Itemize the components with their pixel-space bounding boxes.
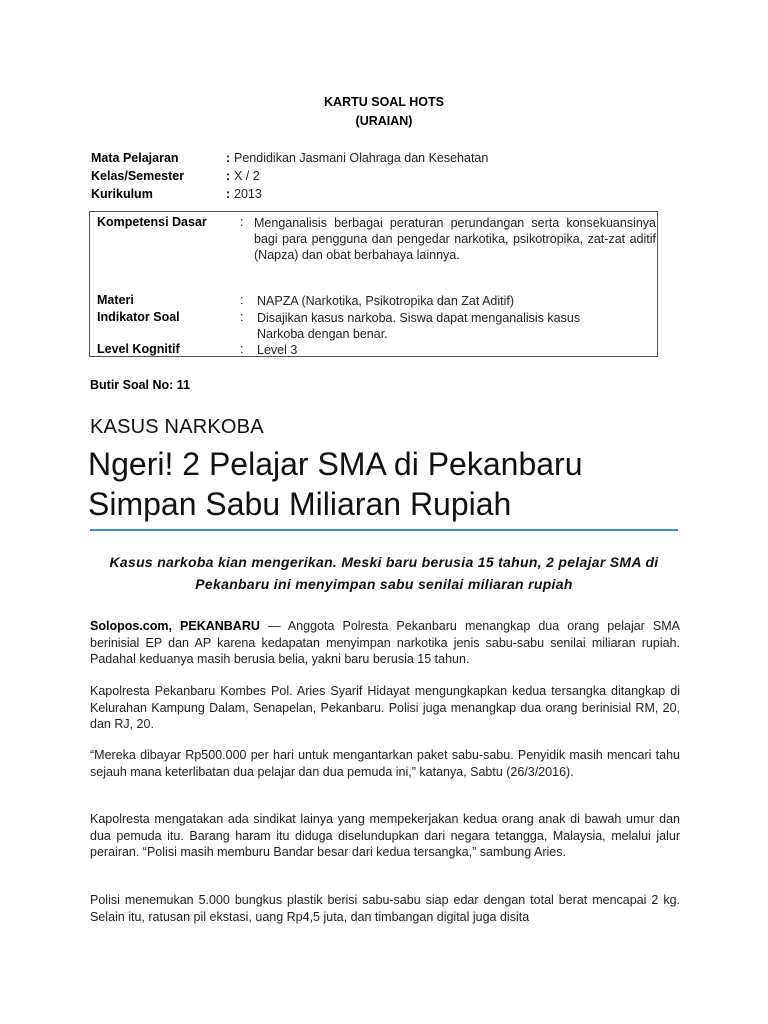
article-paragraph-5: Polisi menemukan 5.000 bungkus plastik berisi sabu-sabu siap edar dengan total berat mencapai 2 kg. Selain itu, ratusan pil ekstasi, uang Rp4,5 juta, dan timbangan digital juga disita — [90, 893, 680, 924]
article-paragraph-1 — [90, 618, 680, 668]
indikator-label: Indikator Soal — [97, 310, 180, 324]
kd-label: Kompetensi Dasar — [97, 215, 207, 229]
card-title: KARTU SOAL HOTS — [324, 95, 444, 109]
article-paragraph-4: Kapolresta mengatakan ada sindikat lainya yang mempekerjakan kedua orang anak di bawah umur dan dua pemuda itu. Barang haram itu diduga diselundupkan dari negara tetangga, Malaysia, melalui jalur perairan. “Polisi masih memburu Bandar besar dari kedua tersangka,” sambung Aries. — [90, 812, 680, 859]
kurikulum-colon: : — [226, 187, 231, 201]
indikator-value-line2: Narkoba dengan benar. — [257, 327, 388, 341]
kurikulum-value: 2013 — [234, 187, 262, 201]
card-subtitle: (URAIAN) — [355, 114, 413, 128]
kelas-value: X / 2 — [234, 169, 260, 183]
article-kicker: KASUS NARKOBA — [90, 416, 264, 438]
materi-colon: : — [240, 293, 244, 307]
mapel-label: Mata Pelajaran — [91, 151, 179, 165]
article-dateline: Solopos.com, PEKANBARU — [90, 619, 260, 633]
level-colon: : — [240, 342, 244, 356]
mapel-colon: : — [226, 151, 231, 165]
kelas-colon: : — [226, 169, 231, 183]
article-paragraph-3: “Mereka dibayar Rp500.000 per hari untuk mengantarkan paket sabu-sabu. Penyidik masih mencari tahu sejauh mana keterlibatan dua pelajar dan dua pemuda ini,” katanya, Sabtu (26/3/2016). — [90, 748, 680, 779]
level-label: Level Kognitif — [97, 342, 180, 356]
article-paragraph-2: Kapolresta Pekanbaru Kombes Pol. Aries Syarif Hidayat mengungkapkan kedua tersangka ditangkap di Kelurahan Kampung Dalam, Senapelan, Pekanbaru. Polisi juga menangkap dua orang berinisial RM, 20, dan RJ, 20. — [90, 684, 680, 731]
kd-colon: : — [240, 215, 244, 229]
materi-value: NAPZA (Narkotika, Psikotropika dan Zat Aditif) — [257, 294, 515, 308]
paragraph-1-text: — Anggota Polresta Pekanbaru menangkap dua orang pelajar SMA berinisial EP dan AP karena kedapatan menyimpan narkotika jenis sabu-sabu senilai miliaran rupiah. Padahal keduanya masih berusia belia, yakni baru berusia 15 tahun. — [90, 619, 680, 666]
kelas-label: Kelas/Semester — [91, 169, 185, 183]
article-headline: Ngeri! 2 Pelajar SMA di Pekanbaru Simpan Sabu Miliaran Rupiah — [88, 446, 583, 522]
indikator-colon: : — [240, 310, 244, 324]
butir-soal: Butir Soal No: 11 — [90, 378, 191, 392]
article-lead: Kasus narkoba kian mengerikan. Meski baru berusia 15 tahun, 2 pelajar SMA di Pekanbaru ini menyimpan sabu senilai miliaran rupiah — [109, 554, 659, 592]
mapel-value: Pendidikan Jasmani Olahraga dan Kesehatan — [234, 151, 489, 165]
indikator-value-line1: Disajikan kasus narkoba. Siswa dapat menganalisis kasus — [257, 311, 581, 325]
materi-label: Materi — [97, 293, 134, 307]
kd-value: Menganalisis berbagai peraturan perundangan serta konsekuansinya bagi para pengguna dan pengedar narkotika, psikotropika, zat-zat aditif (Napza) dan obat berbahaya lainnya. — [254, 216, 656, 262]
headline-divider — [90, 529, 678, 531]
level-value: Level 3 — [257, 343, 298, 357]
kurikulum-label: Kurikulum — [91, 187, 153, 201]
